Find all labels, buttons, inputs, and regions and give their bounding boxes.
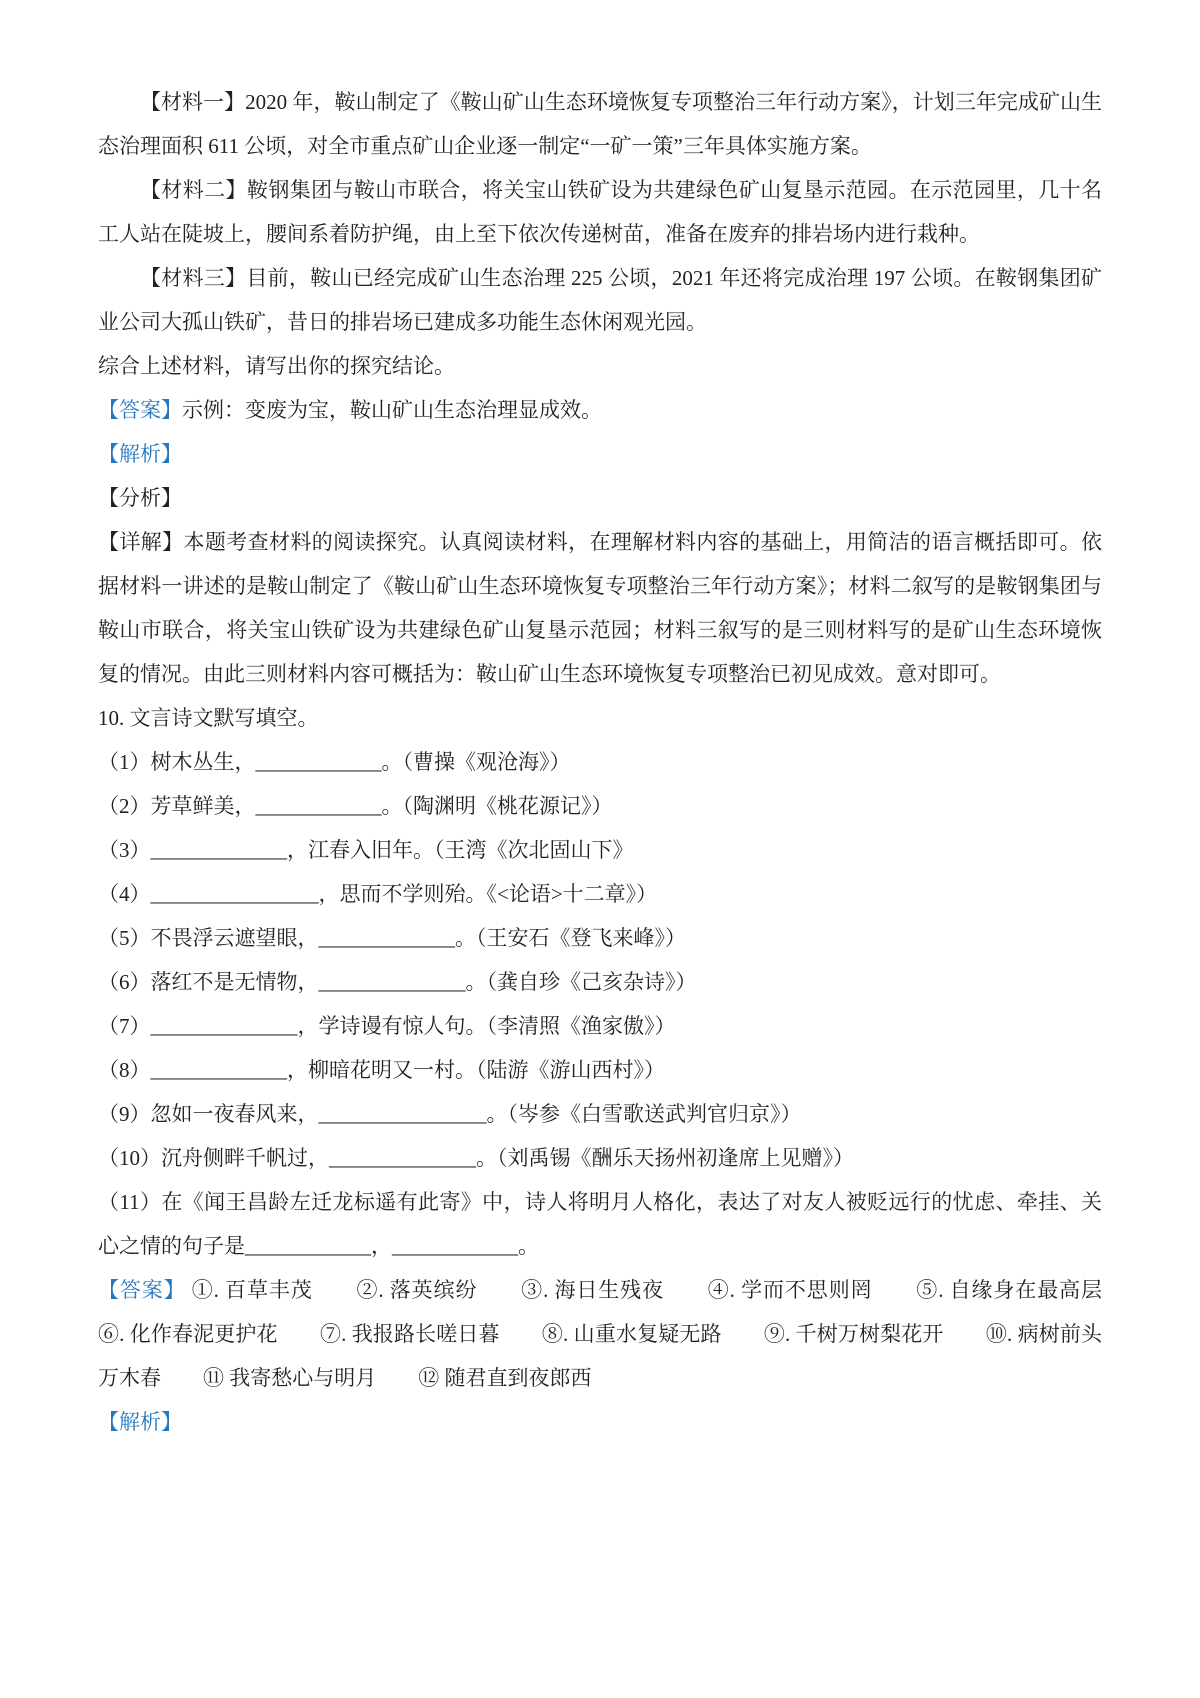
answer-text: 示例：变废为宝，鞍山矿山生态治理显成效。 (182, 398, 602, 422)
jiexi-label-line-2 (98, 1400, 1102, 1444)
conclusion-prompt: 综合上述材料，请写出你的探究结论。 (98, 354, 455, 378)
answer-text: ①. 百草丰茂 ②. 落英缤纷 ③. 海日生残夜 ④. 学而不思则罔 ⑤. 自缘身在最高层 ⑥. 化作春泥更护花 ⑦. 我报路长嗟日暮 ⑧. 山重水复疑无路 ⑨. 千树万树梨花开 ⑩. 病树前头万木春 ⑪ 我寄愁心与明月 ⑫ 随君直到夜郎西 (98, 1278, 1145, 1390)
detailed-explanation-paragraph: 【详解】本题考查材料的阅读探究。认真阅读材料，在理解材料内容的基础上，用简洁的语言概括即可。依据材料一讲述的是鞍山制定了《鞍山矿山生态环境恢复专项整治三年行动方案》；材料二叙写的是鞍钢集团与鞍山市联合，将关宝山铁矿设为共建绿色矿山复垦示范园；材料三叙写的是三则材料写的是矿山生态环境恢复的情况。由此三则材料内容可概括为：鞍山矿山生态环境恢复专项整治已初见成效。意对即可。 (98, 530, 1102, 686)
fill-blank-item-6: （6）落红不是无情物，______________。（龚自珍《己亥杂诗》） (98, 970, 697, 994)
fenxi-label-line (98, 476, 1102, 520)
material-three-paragraph: 【材料三】目前，鞍山已经完成矿山生态治理 225 公顷，2021 年还将完成治理 197 公顷。在鞍钢集团矿业公司大孤山铁矿，昔日的排岩场已建成多功能生态休闲观光园。 (98, 266, 1102, 334)
answer-label: 【答案】 (98, 398, 182, 422)
answer-line-q10 (98, 1268, 1145, 1400)
fenxi-label: 【分析】 (98, 486, 182, 510)
question-10-heading: 10. 文言诗文默写填空。 (98, 706, 319, 730)
fill-blank-item-11: （11）在《闻王昌龄左迁龙标遥有此寄》中，诗人将明月人格化，表达了对友人被贬远行的忧虑、牵挂、关心之情的句子是____________，____________。 (98, 1190, 1102, 1258)
fill-blank-item-8: （8）_____________，柳暗花明又一村。（陆游《游山西村》） (98, 1058, 665, 1082)
fill-blank-item-1: （1）树木丛生，____________。（曹操《观沧海》） (98, 750, 571, 774)
material-two-paragraph: 【材料二】鞍钢集团与鞍山市联合，将关宝山铁矿设为共建绿色矿山复垦示范园。在示范园里，几十名工人站在陡坡上，腰间系着防护绳，由上至下依次传递树苗，准备在废弃的排岩场内进行栽种。 (98, 178, 1102, 246)
jiexi-label: 【解析】 (98, 442, 182, 466)
material-one-paragraph: 【材料一】2020 年，鞍山制定了《鞍山矿山生态环境恢复专项整治三年行动方案》，计划三年完成矿山生态治理面积 611 公顷，对全市重点矿山企业逐一制定“一矿一策”三年具体实施方案。 (98, 90, 1102, 158)
fill-blank-item-2: （2）芳草鲜美，____________。（陶渊明《桃花源记》） (98, 794, 613, 818)
fill-blank-item-10: （10）沉舟侧畔千帆过，______________。（刘禹锡《酬乐天扬州初逢席上见赠》） (98, 1146, 854, 1170)
jiexi-label-line-1 (98, 432, 1102, 476)
fill-blank-item-4: （4）________________，思而不学则殆。《<论语>十二章》） (98, 882, 658, 906)
jiexi-label: 【解析】 (98, 1410, 182, 1434)
answer-line-materials (98, 388, 1102, 432)
fill-blank-item-9: （9）忽如一夜春风来，________________。（岑参《白雪歌送武判官归京》） (98, 1102, 802, 1126)
answer-label: 【答案】 (98, 1278, 186, 1302)
fill-blank-item-5: （5）不畏浮云遮望眼，_____________。（王安石《登飞来峰》） (98, 926, 686, 950)
fill-blank-item-7: （7）______________，学诗谩有惊人句。（李清照《渔家傲》） (98, 1014, 676, 1038)
fill-blank-item-3: （3）_____________，江春入旧年。（王湾《次北固山下》 (98, 838, 634, 862)
